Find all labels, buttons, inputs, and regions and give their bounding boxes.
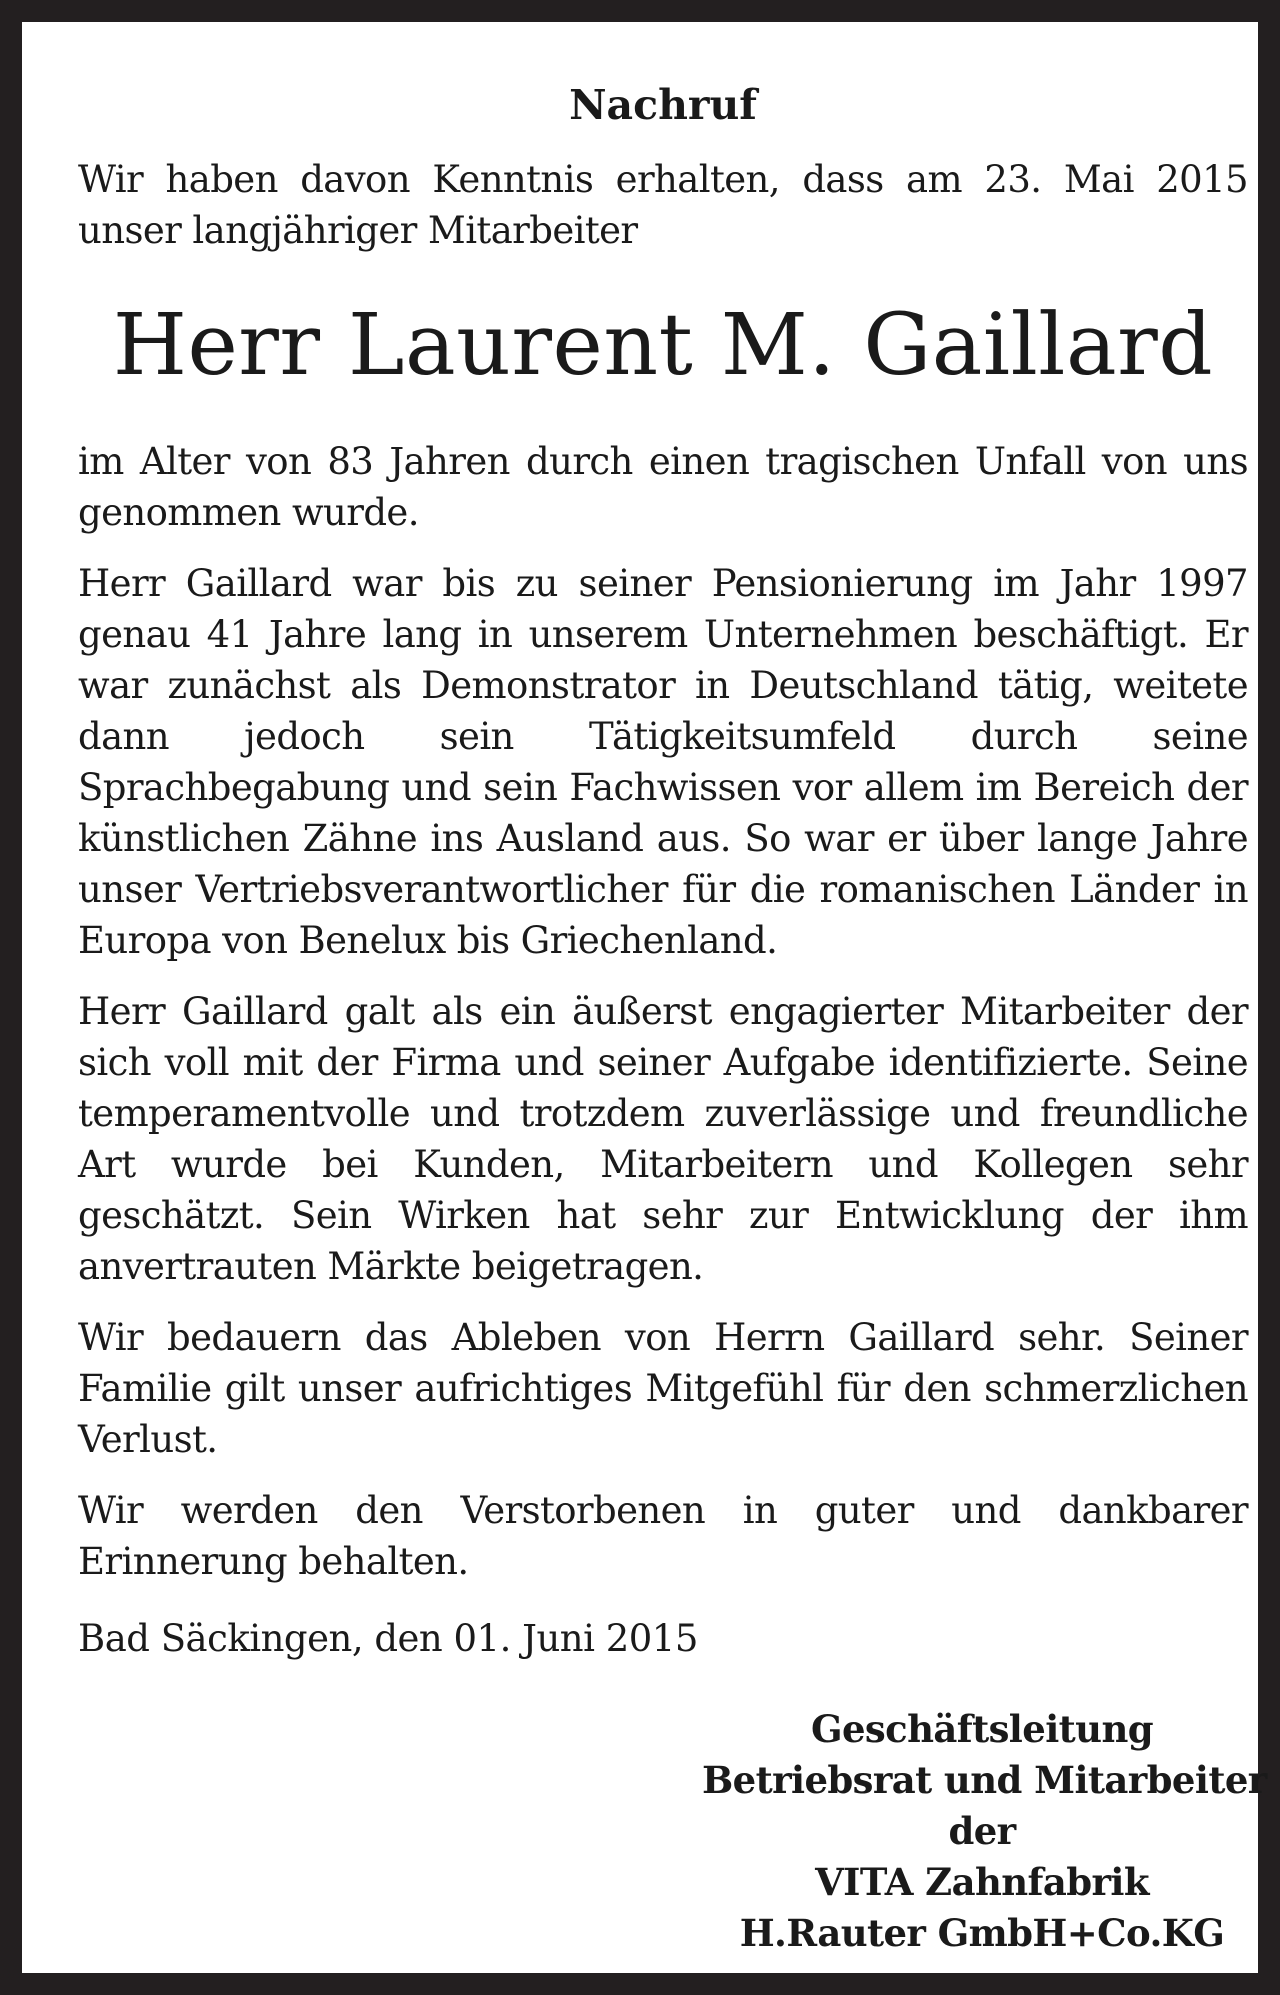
- signature-block: [702, 1704, 1267, 1959]
- signature-line-legal-entity: H.Rauter GmbH+Co.KG: [739, 1911, 1225, 1955]
- paragraph-career: Herr Gaillard war bis zu seiner Pensionierung im Jahr 1997 genau 41 Jahre lang in unserem Unternehmen beschäftigt. Er war zunächst als Demonstrator in Deutschland tätig, weitete dann jedoch sein Tätigkeitsumfeld durch seine Sprachbegabung und sein Fachwissen vor allem im Bereich der künstlichen Zähne ins Ausland aus. So war er über lange Jahre unser Vertriebsverantwortlicher für die romanischen Länder in Europa von Benelux bis Griechenland.: [78, 562, 1248, 962]
- signature-line-management: Geschäftsleitung: [810, 1707, 1154, 1751]
- obituary-content: [78, 80, 1248, 1664]
- paragraph-age: im Alter von 83 Jahren durch einen tragischen Unfall von uns genommen wurde.: [78, 440, 1248, 534]
- intro-paragraph: Wir haben davon Kenntnis erhalten, dass am 23. Mai 2015 unser langjähriger Mitarbeiter: [78, 158, 1248, 252]
- signature-line-der: der: [948, 1809, 1016, 1853]
- signature-line-company: VITA Zahnfabrik: [815, 1860, 1149, 1904]
- deceased-name: Herr Laurent M. Gaillard: [112, 296, 1214, 395]
- paragraph-remembrance: Wir werden den Verstorbenen in guter und dankbarer Erinnerung behalten.: [78, 1489, 1248, 1583]
- signature-line-works-council: Betriebsrat und Mitarbeiter: [702, 1758, 1267, 1802]
- place-date: Bad Säckingen, den 01. Juni 2015: [78, 1617, 698, 1660]
- notice-title: Nachruf: [569, 81, 757, 129]
- paragraph-condolence: Wir bedauern das Ableben von Herrn Gaillard sehr. Seiner Familie gilt unser aufrichtiges Mitgefühl für den schmerzlichen Verlust.: [78, 1316, 1248, 1461]
- paragraph-character: Herr Gaillard galt als ein äußerst engagierter Mitarbeiter der sich voll mit der Firma und seiner Aufgabe identifizierte. Seine temperamentvolle und trotzdem zuverlässige und freundliche Art wurde bei Kunden, Mitarbeitern und Kollegen sehr geschätzt. Sein Wirken hat sehr zur Entwicklung der ihm anvertrauten Märkte beigetragen.: [78, 990, 1248, 1288]
